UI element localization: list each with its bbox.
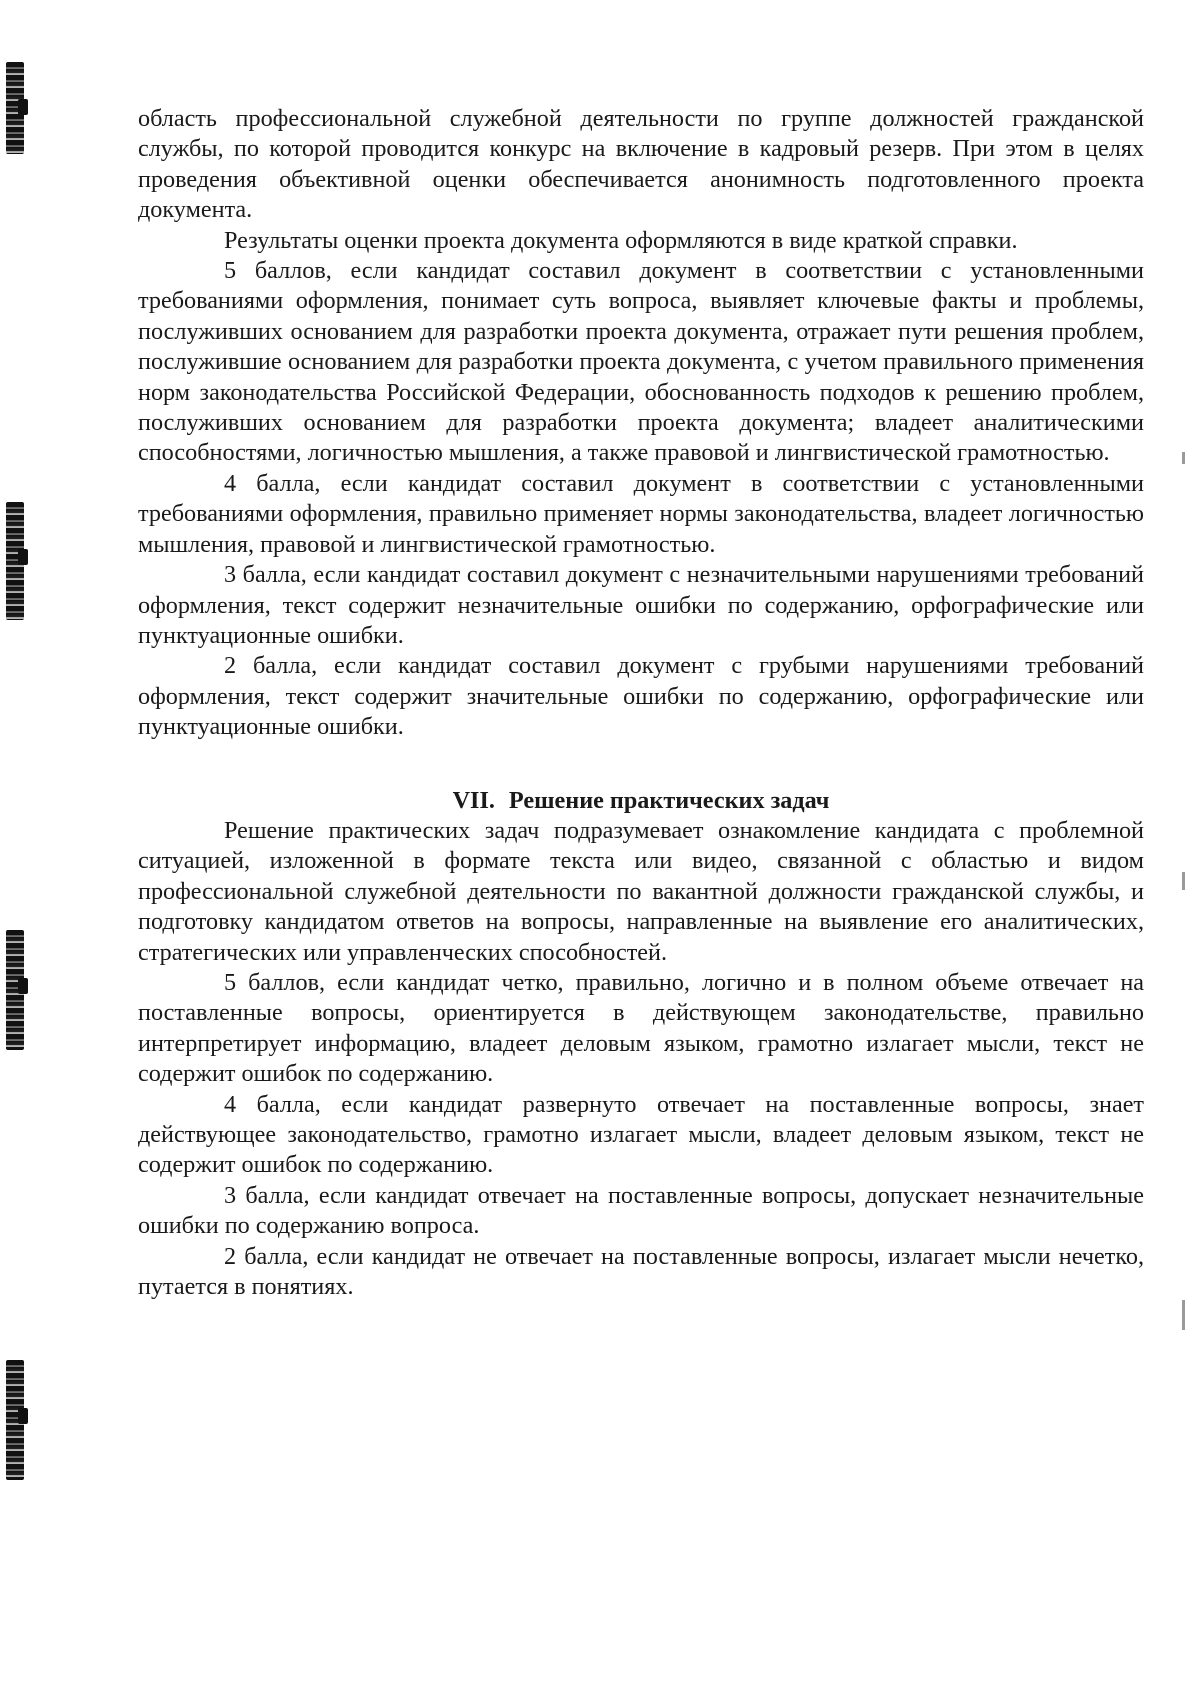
paragraph: Решение практических задач подразумевает ознакомление кандидата с проблемной ситуацией, изложенной в формате текста или видео, связанной с областью и видом профессиональной служебной деятельности по вакантной должности гражданской службы, и подготовку кандидатом ответов на вопросы, направленные на выявление его аналитических, стратегических или управленческих способностей.: [138, 816, 1144, 966]
document-body: [138, 104, 1144, 1302]
document-section-part2: [138, 816, 1144, 1303]
scan-speck: [1182, 452, 1185, 464]
binder-mark-2: [6, 502, 24, 620]
paragraph: 3 балла, если кандидат отвечает на поставленные вопросы, допускает незначительные ошибки по содержанию вопроса.: [138, 1181, 1144, 1240]
paragraph: 4 балла, если кандидат составил документ в соответствии с установленными требованиями оформления, правильно применяет нормы законодательства, владеет логичностью мышления, правовой и лингвистической грамотностью.: [138, 469, 1144, 558]
binder-mark-3: [6, 930, 24, 1050]
section-heading: [138, 786, 1144, 816]
paragraph: 2 балла, если кандидат не отвечает на поставленные вопросы, излагает мысли нечетко, путается в понятиях.: [138, 1242, 1144, 1301]
section-title: Решение практических задач: [508, 786, 830, 814]
scan-speck: [1182, 872, 1185, 890]
paragraph: 5 баллов, если кандидат составил документ в соответствии с установленными требованиями оформления, понимает суть вопроса, выявляет ключевые факты и проблемы, послуживших основанием для разработки проекта документа, отражает пути решения проблем, послужившие основанием для разработки проекта документа, с учетом правильного применения норм законодательства Российской Федерации, обоснованность подходов к решению проблем, послуживших основанием для разработки проекта документа; владеет аналитическими способностями, логичностью мышления, а также правовой и лингвистической грамотностью.: [138, 257, 1144, 467]
binder-mark-1: [6, 62, 24, 154]
paragraph: область профессиональной служебной деятельности по группе должностей гражданской службы, по которой проводится конкурс на включение в кадровый резерв. При этом в целях проведения объективной оценки обеспечивается анонимность подготовленного проекта документа.: [138, 105, 1144, 224]
paragraph: 3 балла, если кандидат составил документ с незначительными нарушениями требований оформления, текст содержит незначительные ошибки по содержанию, орфографические или пунктуационные ошибки.: [138, 561, 1144, 649]
paragraph: Результаты оценки проекта документа оформляются в виде краткой справки.: [224, 226, 1018, 254]
section-number: VII.: [452, 786, 495, 814]
binder-mark-4: [6, 1360, 24, 1480]
paragraph: 2 балла, если кандидат составил документ с грубыми нарушениями требований оформления, текст содержит значительные ошибки по содержанию, орфографические или пунктуационные ошибки.: [138, 652, 1144, 741]
paragraph: 5 баллов, если кандидат четко, правильно, логично и в полном объеме отвечает на поставленные вопросы, ориентируется в действующем законодательстве, правильно интерпретирует информацию, владеет деловым языком, грамотно излагает мысли, текст не содержит ошибок по содержанию.: [138, 968, 1144, 1088]
scan-speck: [1182, 1300, 1185, 1330]
document-section-part1: [138, 104, 1144, 743]
paragraph: 4 балла, если кандидат развернуто отвечает на поставленные вопросы, знает действующее законодательство, грамотно излагает мысли, владеет деловым языком, текст не содержит ошибок по содержанию.: [138, 1090, 1144, 1179]
